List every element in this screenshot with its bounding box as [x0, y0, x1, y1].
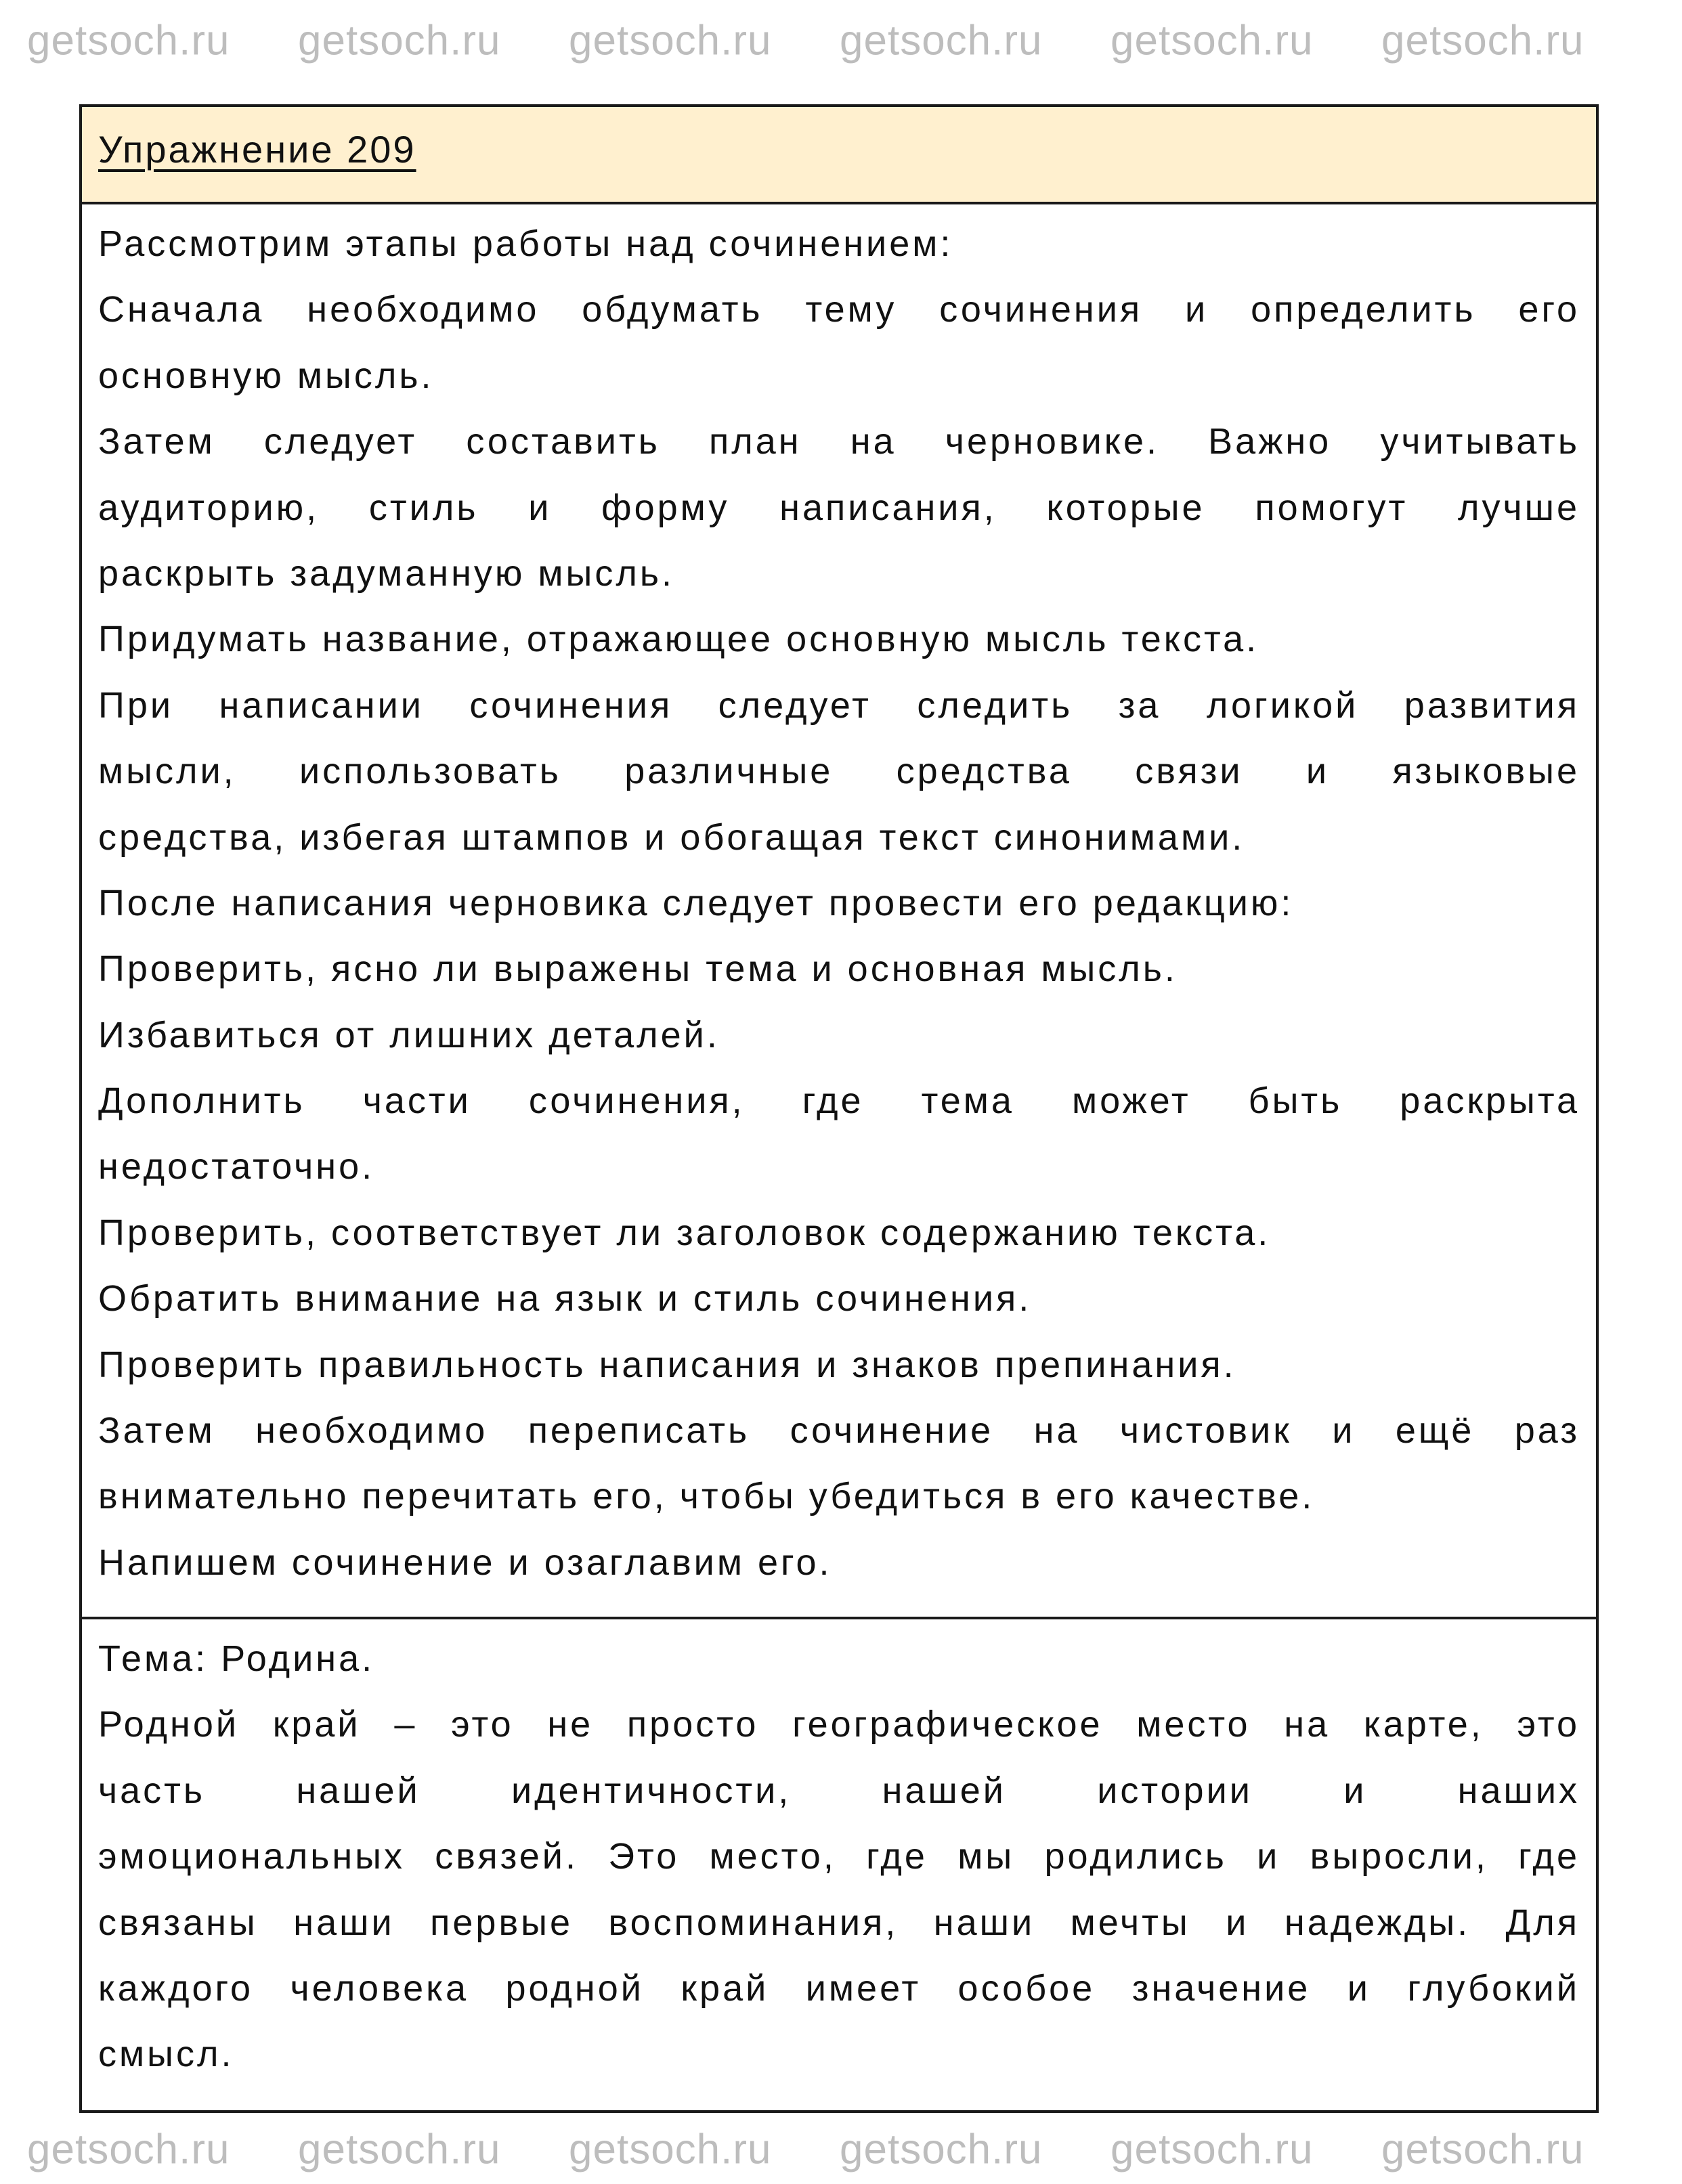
text-line: мысли, использовать различные средства связи и языковые — [98, 751, 1580, 792]
text-line: При написании сочинения следует следить за логикой развития — [98, 684, 1580, 726]
text-line: После написания черновика следует провести его редакцию: — [98, 882, 1294, 923]
text-line: раскрыть задуманную мысль. — [98, 552, 674, 594]
text-line: Избавиться от лишних деталей. — [98, 1014, 720, 1055]
text-line: Затем следует составить план на черновике. Важно учитывать — [98, 421, 1580, 462]
text-line: Придумать название, отражающее основную мысль текста. — [98, 619, 1259, 660]
text-line: Проверить правильность написания и знаков препинания. — [98, 1344, 1236, 1385]
watermark: getsoch.ru — [840, 17, 1043, 64]
watermark: getsoch.ru — [27, 17, 230, 64]
text-line: Напишем сочинение и озаглавим его. — [98, 1542, 832, 1583]
watermark: getsoch.ru — [1110, 2126, 1314, 2173]
text-line: основную мысль. — [98, 355, 434, 396]
text-line: смысл. — [98, 2034, 234, 2075]
text-line: Дополнить части сочинения, где тема может быть раскрыта — [98, 1080, 1580, 1122]
exercise-table — [79, 104, 1599, 2113]
watermark: getsoch.ru — [1381, 17, 1584, 64]
text-line: недостаточно. — [98, 1146, 375, 1187]
text-line: Затем необходимо переписать сочинение на чистовик и ещё раз — [98, 1410, 1580, 1451]
text-line: Обратить внимание на язык и стиль сочинения. — [98, 1278, 1032, 1319]
text-line: каждого человека родной край имеет особое значение и глубокий — [98, 1967, 1580, 2009]
text-line: связаны наши первые воспоминания, наши мечты и надежды. Для — [98, 1902, 1580, 1943]
text-line: часть нашей идентичности, нашей истории и наших — [98, 1770, 1580, 1811]
watermark: getsoch.ru — [298, 17, 501, 64]
instructions-section — [82, 204, 1596, 1619]
text-line: эмоциональных связей. Это место, где мы родились и выросли, где — [98, 1836, 1580, 1877]
text-line: внимательно перечитать его, чтобы убедиться в его качестве. — [98, 1476, 1315, 1517]
text-line: Проверить, ясно ли выражены тема и основная мысль. — [98, 948, 1178, 990]
text-line: Рассмотрим этапы работы над сочинением: — [98, 223, 953, 264]
watermark: getsoch.ru — [569, 17, 772, 64]
text-line: Сначала необходимо обдумать тему сочинения и определить его — [98, 289, 1580, 330]
text-line: Тема: Родина. — [98, 1638, 375, 1679]
text-line: Родной край – это не просто географическое место на карте, это — [98, 1704, 1580, 1745]
watermark: getsoch.ru — [27, 2126, 230, 2173]
watermark: getsoch.ru — [569, 2126, 772, 2173]
text-line: Проверить, соответствует ли заголовок содержанию текста. — [98, 1212, 1271, 1253]
watermark: getsoch.ru — [1381, 2126, 1584, 2173]
watermark: getsoch.ru — [1110, 17, 1314, 64]
text-line: аудиторию, стиль и форму написания, которые помогут лучше — [98, 487, 1580, 528]
exercise-header — [82, 107, 1596, 204]
watermark: getsoch.ru — [840, 2126, 1043, 2173]
text-line: средства, избегая штампов и обогащая текст синонимами. — [98, 816, 1245, 858]
essay-section — [82, 1619, 1596, 2110]
watermark: getsoch.ru — [298, 2126, 501, 2173]
exercise-title: Упражнение 209 — [98, 128, 416, 171]
